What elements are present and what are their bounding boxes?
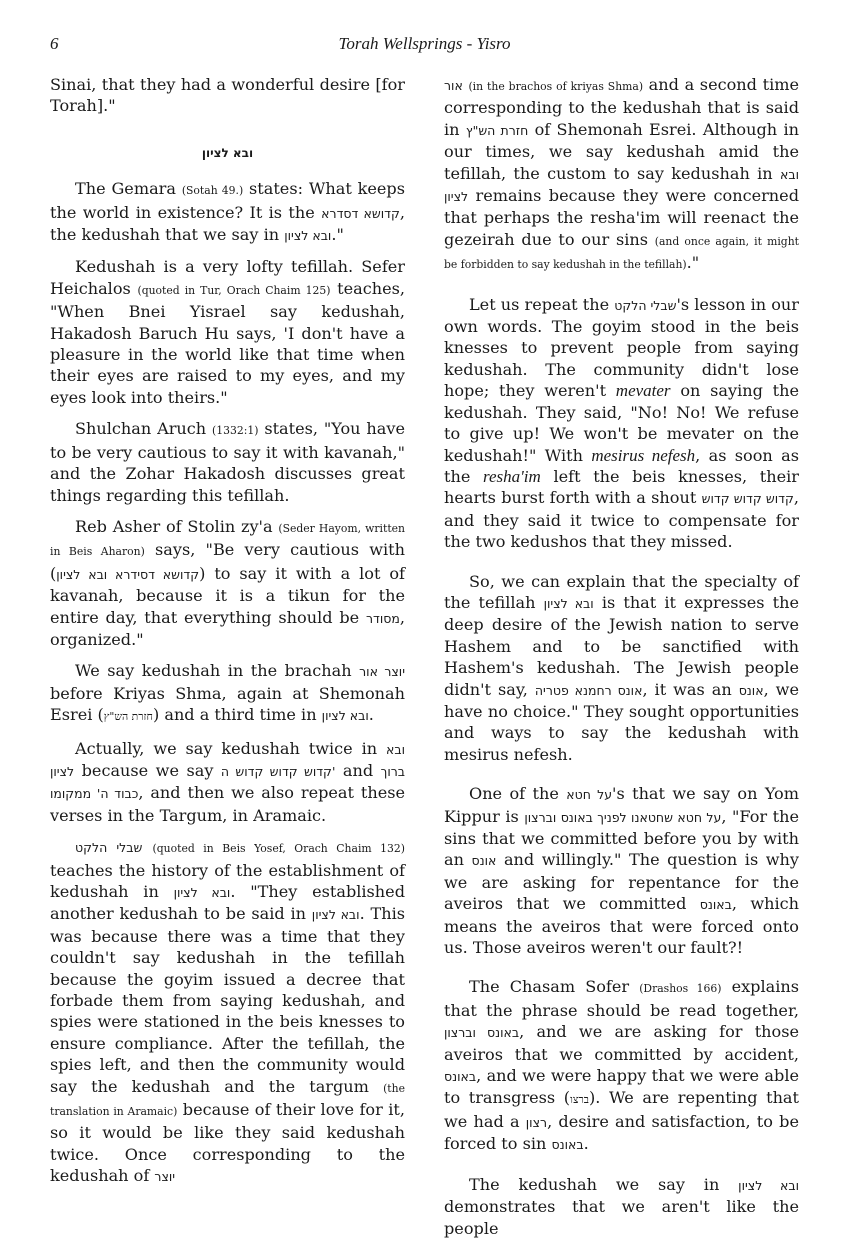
text-run: on saying the kedushah. They said, "No! No! We refuse to give up! We won't be mevater on the kedushah!" With: [444, 381, 799, 465]
text-run: because of their love for it, so it would be like they said kedushah twice. Once corresponding to the kedushah of: [50, 1100, 405, 1186]
source-citation: (Drashos 166): [639, 982, 722, 996]
hebrew-term: ובא לציון: [321, 708, 369, 724]
text-run: , the kedushah that we say in: [50, 202, 405, 245]
hebrew-term: ברוך כבוד ה' ממקומו: [50, 763, 406, 802]
text-run: , and then we also repeat these verses in the Targum, in Aramaic.: [50, 783, 406, 825]
text-run: The Gemara: [75, 179, 182, 199]
hebrew-term: ובא לציון: [50, 741, 405, 779]
text-run: 's that we say on Yom Kippur is: [444, 784, 799, 826]
text-run: The kedushah we say in: [469, 1174, 739, 1194]
text-run: . This was because there was a time that they couldn't say kedushah in the tefillah because the goyim issued a decree that forbade them from saying kedushah, and spies were stationed in the beis knesses to ensure compliance. After the tefillah, the spies left, and then the community would say the kedushah and the targum: [50, 904, 405, 1096]
text-run: .": [686, 253, 700, 273]
paragraph: [50, 256, 405, 408]
paragraph: [444, 783, 799, 958]
hebrew-term: ובא לציון: [173, 885, 231, 900]
text-run: because we say: [74, 760, 221, 780]
left-column: [50, 74, 405, 1198]
text-run: Shulchan Aruch: [75, 419, 213, 439]
right-column: [444, 74, 799, 1249]
hebrew-term: אור: [444, 78, 463, 93]
hebrew-term: על חטא שחטאנו לפניך באונס וברצון: [524, 809, 722, 825]
text-run: explains that the phrase should be read together,: [444, 977, 799, 1020]
paragraph: [50, 738, 405, 827]
hebrew-term: ובא לציון: [738, 1177, 799, 1193]
running-title: Torah Wellsprings - Yisro: [338, 34, 511, 53]
italic-term: mevater: [615, 381, 671, 401]
text-run: demonstrates that we aren't like the people: [444, 1197, 799, 1238]
text-run: The Chasam Sofer: [469, 977, 640, 997]
hebrew-term: יוצר: [154, 1169, 176, 1185]
text-run: ) to say it with a lot of kavanah, because it is a tikun for the entire day, that everything should be: [50, 563, 406, 627]
source-citation: (Seder Hayom, written in Beis Aharon): [50, 521, 405, 559]
hebrew-term: קדושא דסדרא: [321, 205, 400, 221]
text-run: ) and a third time in: [152, 705, 322, 725]
source-citation: (quoted in Beis Yosef, Orach Chaim 132): [152, 842, 406, 856]
hebrew-term: ובא לציון: [543, 595, 594, 611]
source-citation: ברצו: [570, 1093, 590, 1107]
text-run: states, "You have to be very cautious to say it with kavanah," and the Zohar Hakadosh discusses great things regarding this tefillah.: [50, 419, 405, 505]
text-run: , organized.": [50, 607, 405, 649]
text-run: , as soon as the: [444, 445, 799, 486]
text-run: before Kriyas Shma, again at Shemonah Esrei (: [50, 683, 405, 725]
source-citation: (and once again, it might be forbidden to say kedushah in the tefillah): [444, 234, 799, 272]
hebrew-term: באונס: [699, 897, 732, 913]
text-run: .: [368, 705, 374, 725]
hebrew-term: שבלי הלקט: [75, 840, 143, 856]
text-run: and a second time corresponding to the kedushah that is said in: [444, 75, 799, 139]
text-run: One of the: [469, 784, 567, 804]
text-run: , "For the sins that we committed before you by with an: [444, 806, 799, 870]
hebrew-term: קדושא דסידרא ובא לציון: [56, 566, 200, 582]
text-run: , which means the aveiros that were forced onto us. Those aveiros weren't our fault?!: [444, 894, 799, 958]
source-citation: (quoted in Tur, Orach Chaim 125): [137, 283, 331, 297]
hebrew-term: מסודר: [365, 610, 400, 626]
text-run: ). We are repenting that we had a: [444, 1088, 799, 1131]
text-run: , we have no choice." They sought opportunities and ways to say the kedushah with mesirus nefesh.: [444, 679, 799, 764]
paragraph: [444, 571, 799, 766]
text-run: .": [331, 225, 344, 245]
source-citation: (Sotah 49.): [181, 184, 244, 198]
text-run: , it was an: [642, 679, 739, 699]
text-run: and: [335, 760, 381, 780]
text-run: Sinai, that they had a wonderful desire [for Torah].": [50, 75, 405, 116]
paragraph: [50, 178, 405, 246]
paragraph: [444, 74, 799, 276]
text-run: 's lesson in our own words. The goyim stood in the beis knesses to prevent people from saying kedushah. The community didn't lose hope; they weren't: [444, 294, 799, 401]
hebrew-term: ובא לציון: [311, 907, 360, 923]
hebrew-term: אונס: [471, 853, 497, 869]
text-run: is that it expresses the deep desire of the Jewish nation to serve Hashem and to be sanctified with Hashem's kedushah. The Jewish people didn't say,: [444, 592, 800, 699]
section-heading: ובא לציון: [201, 145, 254, 160]
hebrew-term: ובא לציון: [444, 166, 799, 205]
paragraph: [50, 836, 405, 1188]
italic-term: resha'im: [483, 466, 541, 486]
paragraph: [444, 1174, 799, 1239]
text-run: [142, 837, 152, 856]
text-run: Reb Asher of Stolin zy'a: [75, 516, 279, 536]
paragraph: [50, 418, 405, 506]
text-run: teaches the history of the establishment of kedushah in: [50, 860, 405, 901]
italic-term: mesirus nefesh: [591, 445, 696, 465]
hebrew-term: אונס רחמנא פטריה: [534, 682, 643, 698]
hebrew-term: ובא לציון: [284, 228, 332, 244]
hebrew-term: חזרת הש"ץ: [465, 122, 529, 138]
text-run: , and we were happy that we were able to transgress (: [444, 1066, 799, 1108]
text-run: says, "Be very cautious with (: [50, 540, 405, 583]
text-run: , and they said it twice to compensate for the two kedushos that they missed.: [444, 488, 800, 552]
text-run: , and we are asking for those aveiros that we committed by accident,: [444, 1022, 800, 1064]
text-run: , desire and satisfaction, to be forced to sin: [444, 1111, 799, 1154]
text-run: teaches, "When Bnei Yisrael say kedushah, Hakadosh Baruch Hu says, 'I don't have a pleasure in the world like that time when their eyes are raised to my eyes, and my eyes look into theirs.": [50, 278, 405, 407]
paragraph: [50, 74, 405, 117]
hebrew-term: באונס: [551, 1137, 584, 1153]
paragraph: [50, 660, 405, 727]
source-citation: חזרת הש"ץ: [103, 710, 153, 724]
hebrew-term: על חטא: [566, 787, 613, 803]
hebrew-term: רצון: [525, 1114, 548, 1130]
text-run: Actually, we say kedushah twice in: [75, 738, 386, 758]
hebrew-term: באונס וברצון: [444, 1025, 520, 1041]
text-run: So, we can explain that the specialty of the tefillah: [444, 571, 799, 612]
hebrew-term: יוצר אור: [359, 664, 405, 680]
text-run: remains because they were concerned that perhaps the resha'im will reenact the gezeirah due to our sins: [444, 186, 799, 249]
paragraph: [50, 516, 405, 650]
text-run: . "They established another kedushah to be said in: [50, 882, 405, 924]
hebrew-term: קדוש קדוש קדוש ה': [220, 763, 336, 779]
text-run: Let us repeat the: [469, 294, 615, 314]
paragraph: [444, 976, 799, 1155]
hebrew-term: אונס: [738, 682, 764, 698]
text-run: of Shemonah Esrei. Although in our times, we say kedushah amid the tefillah, the custom to say kedushah in: [444, 119, 799, 183]
text-run: Kedushah is a very lofty tefillah. Sefer Heichalos: [50, 257, 405, 298]
running-header: [50, 34, 799, 58]
text-run: left the beis knesses, their hearts burst forth with a shout: [444, 466, 799, 508]
text-run: and willingly." The question is why we are asking for repentance for the aveiros that we committed: [444, 850, 799, 914]
source-citation: (1332:1): [212, 424, 259, 438]
text-run: .: [583, 1134, 589, 1154]
page-number: 6: [50, 34, 59, 53]
hebrew-term: קדוש קדוש קדוש: [701, 491, 794, 507]
hebrew-term: שבלי הלקט: [614, 297, 677, 313]
text-run: states: What keeps the world in existence? It is the: [50, 179, 405, 222]
hebrew-term: באונס: [444, 1069, 477, 1085]
source-citation: (in the brachos of kriyas Shma): [468, 80, 644, 93]
paragraph: [444, 294, 799, 553]
text-run: We say kedushah in the brachah: [75, 661, 360, 681]
source-citation: (the translation in Aramaic): [50, 1081, 405, 1119]
